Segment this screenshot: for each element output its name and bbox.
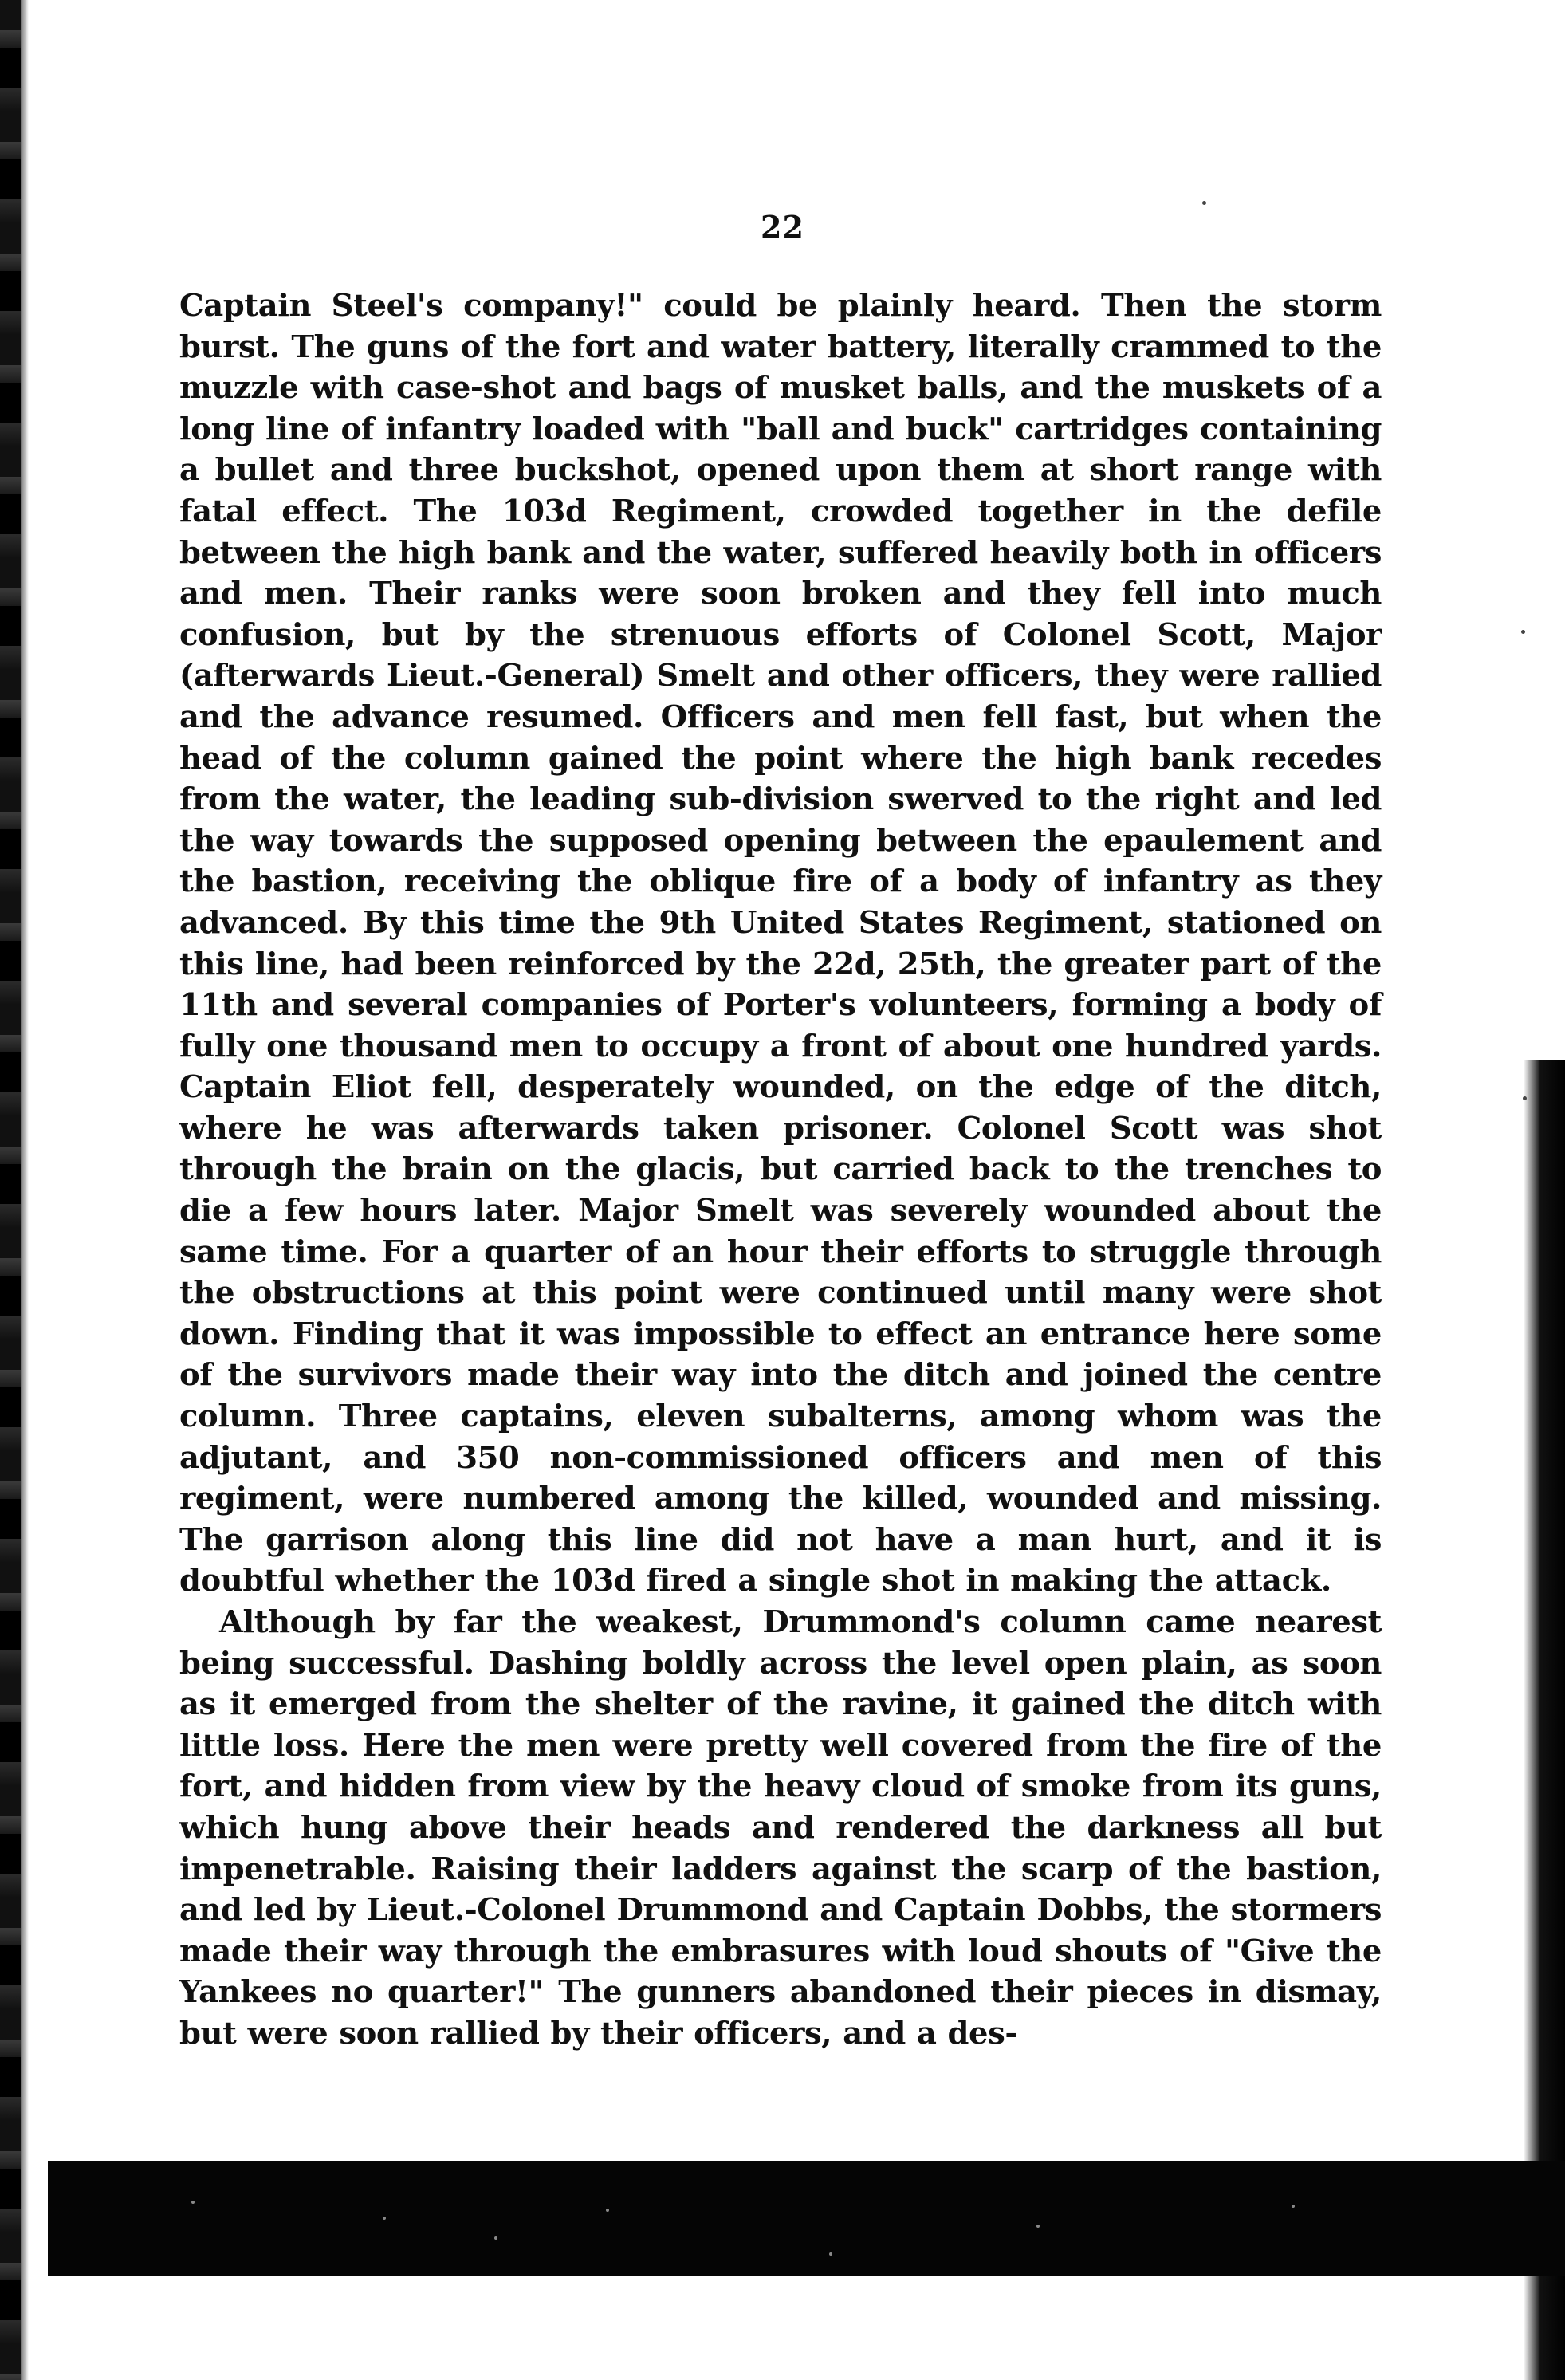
scan-speck [1523,1096,1527,1100]
scan-speck [1202,201,1206,205]
page-number: 22 [761,209,804,245]
paragraph: Although by far the weakest, Drummond's column came nearest being successful. Dashing boldly across the level open plain, as soon as it emerged from the shelter of the ravine, it gained the ditch with little loss. Here the men were pretty well covered from the fire of the fort, and hidden from view by the heavy cloud of smoke from its guns, which hung above their heads and rendered the darkness all but impenetrable. Raising their ladders against the scarp of the bastion, and led by Lieut.-Colonel Drummond and Captain Dobbs, the stormers made their way through the embrasures with loud shouts of "Give the Yankees no quarter!" The gunners abandoned their pieces in dismay, but were soon rallied by their officers, and a des- [179,1604,1382,2052]
scan-binding-edge [0,0,21,2380]
paragraph: Captain Steel's company!" could be plainly heard. Then the storm burst. The guns of the fort and water battery, literally crammed to the muzzle with case-shot and bags of musket balls, and the muskets of a long line of infantry loaded with "ball and buck" cartridges containing a bullet and three buckshot, opened upon them at short range with fatal effect. The 103d Regiment, crowded together in the defile between the high bank and the water, suffered heavily both in officers and men. Their ranks were soon broken and they fell into much confusion, but by the strenuous efforts of Colonel Scott, Major (afterwards Lieut.-General) Smelt and other officers, they were rallied and the advance resumed. Officers and men fell fast, but when the head of the column gained the point where the high bank recedes from the water, the leading sub-division swerved to the right and led the way towards the supposed opening between the epaulement and the bastion, receiving the oblique fire of a body of infantry as they advanced. By this time the 9th United States Regiment, stationed on this line, had been reinforced by the 22d, 25th, the greater part of the 11th and several companies of Porter's volunteers, forming a body of fully one thousand men to occupy a front of about one hundred yards. Captain Eliot fell, desperately wounded, on the edge of the ditch, where he was afterwards taken prisoner. Colonel Scott was shot through the brain on the glacis, but carried back to the trenches to die a few hours later. Major Smelt was severely wounded about the same time. For a quarter of an hour their efforts to struggle through the obstructions at this point were continued until many were shot down. Finding that it was impossible to effect an entrance here some of the survivors made their way into the ditch and joined the centre column. Three captains, eleven subalterns, among whom was the adjutant, and 350 non-commissioned officers and men of this regiment, were numbered among the killed, wounded and missing. The garrison along this line did not have a man hurt, and it is doubtful whether the 103d fired a single shot in making the attack. [179,288,1382,1599]
body-text [179,285,1382,2055]
scan-speck [1521,630,1525,634]
scan-bottom-strip [48,2161,1565,2276]
